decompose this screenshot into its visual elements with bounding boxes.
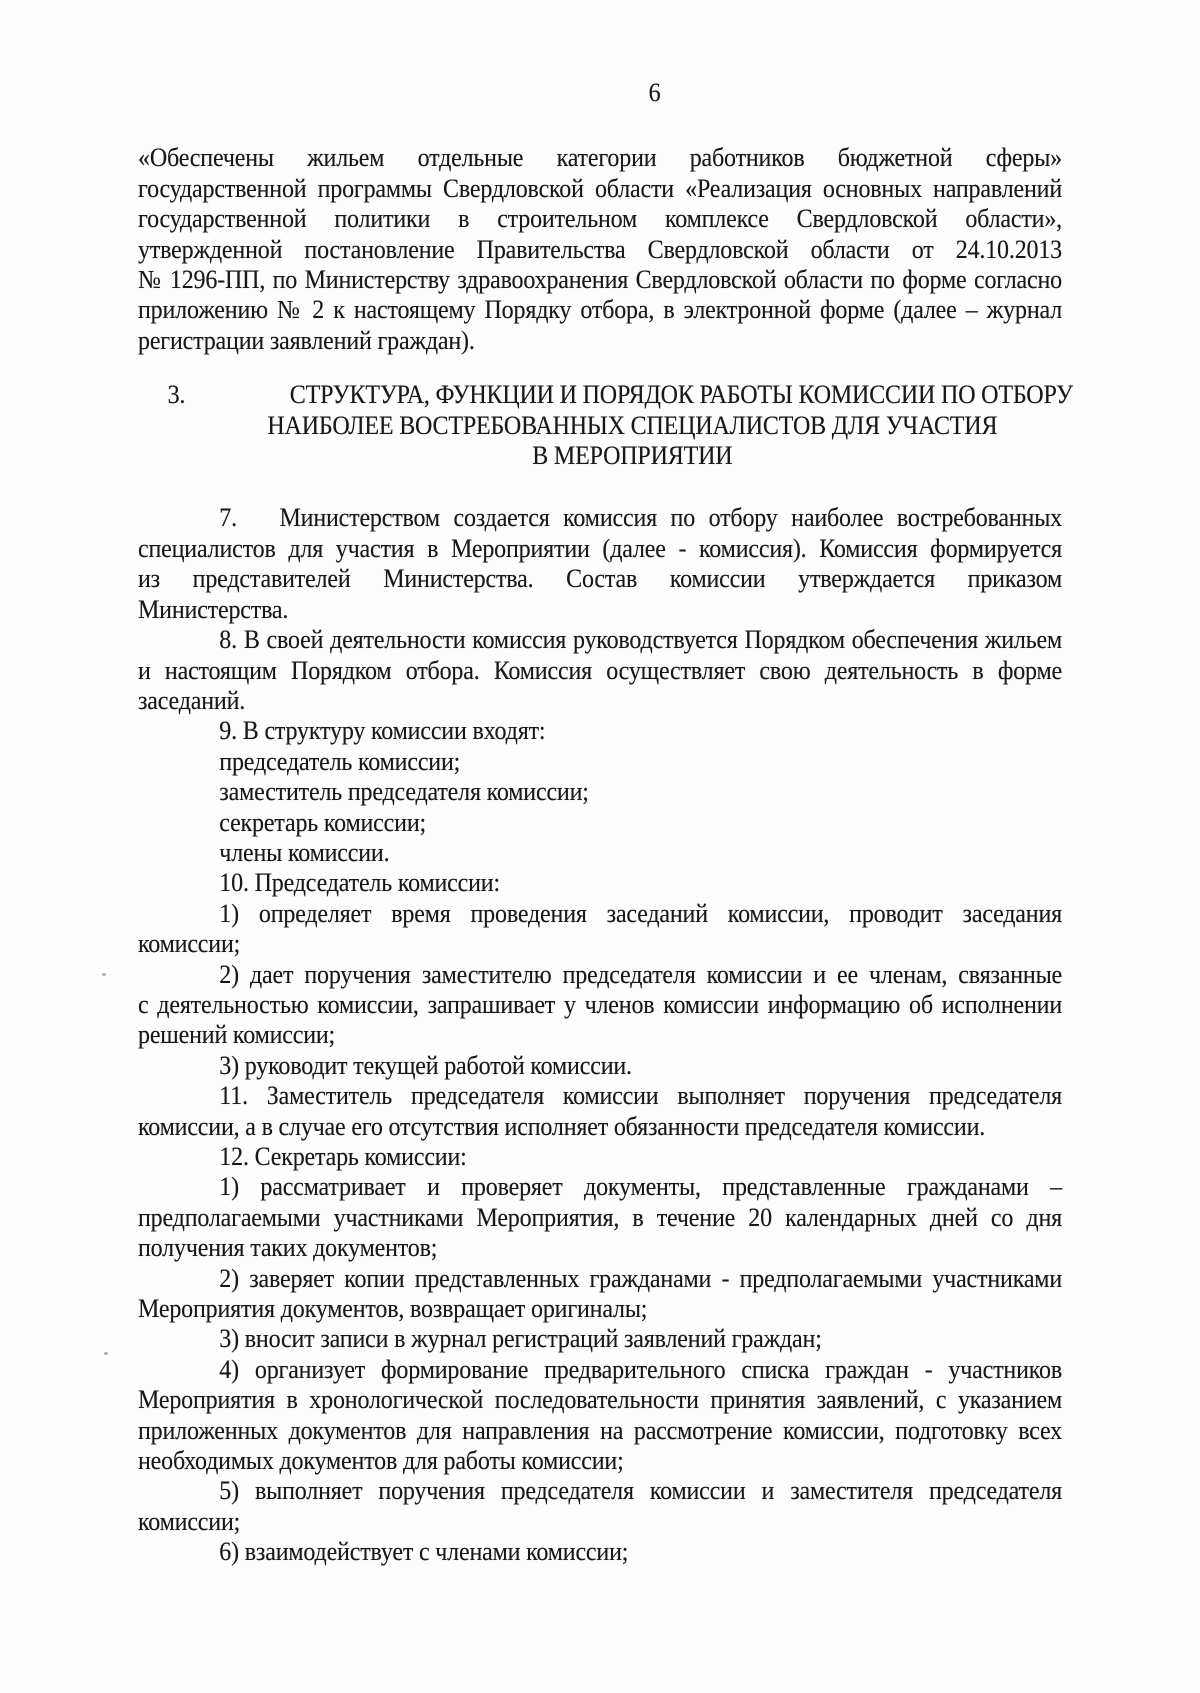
- text-line: 1) определяет время проведения заседаний комиссии, проводит заседания: [219, 898, 1062, 928]
- text-line: специалистов для участия в Мероприятии (далее - комиссия). Комиссия формируется: [138, 533, 1062, 563]
- text-line: 5) выполняет поручения председателя комиссии и заместителя председателя: [219, 1476, 1062, 1506]
- text-line: комиссии;: [138, 1506, 241, 1536]
- text-line: секретарь комиссии;: [219, 807, 426, 837]
- text-line: «Обеспечены жильем отдельные категории работников бюджетной сферы»: [138, 143, 1062, 173]
- text-line: 8. В своей деятельности комиссия руководствуется Порядком обеспечения жильем: [219, 625, 1062, 655]
- text-line: комиссии;: [138, 929, 241, 959]
- text-line: 10. Председатель комиссии:: [219, 868, 500, 898]
- text-line: необходимых документов для работы комиссии;: [138, 1446, 624, 1476]
- para-7: [138, 503, 1062, 625]
- text-line: 2) заверяет копии представленных гражданами - предполагаемыми участниками: [219, 1263, 1062, 1293]
- text-line: № 1296-ПП, по Министерству здравоохранения Свердловской области по форме согласно: [138, 265, 1062, 295]
- text-line: Мероприятия в хронологической последовательности принятия заявлений, с указанием: [138, 1385, 1062, 1415]
- document-body: [138, 78, 1073, 1568]
- text-line: 11. Заместитель председателя комиссии выполняет поручения председателя: [219, 1081, 1062, 1111]
- heading-text: СТРУКТУРА, ФУНКЦИИ И ПОРЯДОК РАБОТЫ КОМИССИИ ПО ОТБОРУ: [289, 380, 1073, 410]
- para-8: [138, 625, 1062, 716]
- text-line: государственной политики в строительном комплексе Свердловской области»,: [138, 204, 1062, 234]
- scan-speck: [102, 973, 106, 976]
- heading-line: [138, 380, 1073, 410]
- text-line: 1) рассматривает и проверяет документы, представленные гражданами –: [219, 1172, 1062, 1202]
- text-line: с деятельностью комиссии, запрашивает у членов комиссии информацию об исполнении: [138, 989, 1062, 1019]
- para-10: [138, 868, 1062, 1081]
- text-line: 3) вносит записи в журнал регистраций заявлений граждан;: [219, 1324, 822, 1354]
- text-line: государственной программы Свердловской области «Реализация основных направлений: [138, 173, 1062, 203]
- paragraph-number: 7.: [219, 503, 237, 533]
- text-line: и настоящим Порядком отбора. Комиссия осуществляет свою деятельность в форме: [138, 655, 1062, 685]
- page-number: 6: [648, 78, 661, 107]
- text-line: регистрации заявлений граждан).: [138, 325, 475, 355]
- text-line: члены комиссии.: [219, 837, 390, 867]
- text-line: председатель комиссии;: [219, 746, 461, 776]
- heading-number: 3.: [167, 380, 186, 410]
- text-line: из представителей Министерства. Состав комиссии утверждается приказом: [138, 564, 1062, 594]
- scan-speck: [104, 1352, 108, 1355]
- section-3-heading: [138, 380, 1073, 471]
- text-line: решений комиссии;: [138, 1020, 336, 1050]
- heading-line: НАИБОЛЕЕ ВОСТРЕБОВАННЫХ СПЕЦИАЛИСТОВ ДЛЯ УЧАСТИЯ: [267, 410, 998, 440]
- para-9: [138, 716, 1062, 868]
- text-line: получения таких документов;: [138, 1233, 438, 1263]
- text-line: 2) дает поручения заместителю председателя комиссии и ее членам, связанные: [219, 959, 1062, 989]
- para-12: [138, 1142, 1062, 1568]
- text-line: 12. Секретарь комиссии:: [219, 1142, 467, 1171]
- text-line: 4) организует формирование предварительного списка граждан - участников: [219, 1354, 1062, 1384]
- para-11: [138, 1081, 1062, 1142]
- text-line: приложенных документов для направления на рассмотрение комиссии, подготовку всех: [138, 1415, 1062, 1445]
- text-line: 7. Министерством создается комиссия по отбору наиболее востребованных: [219, 503, 1062, 533]
- text-line: заместитель председателя комиссии;: [219, 777, 589, 807]
- text-line: комиссии, а в случае его отсутствия исполняет обязанности председателя комиссии.: [138, 1111, 986, 1141]
- text-line: 9. В структуру комиссии входят:: [219, 716, 546, 746]
- text-line: 6) взаимодействует с членами комиссии;: [219, 1537, 629, 1567]
- text-line: Министерства.: [138, 594, 289, 624]
- text-line: 3) руководит текущей работой комиссии.: [219, 1050, 632, 1080]
- text-line: заседаний.: [138, 685, 246, 715]
- text-line: утвержденной постановление Правительства Свердловской области от 24.10.2013: [138, 234, 1062, 264]
- text-line: предполагаемыми участниками Мероприятия, в течение 20 календарных дней со дня: [138, 1202, 1062, 1232]
- text-line: Мероприятия документов, возвращает оригиналы;: [138, 1294, 648, 1324]
- heading-line: В МЕРОПРИЯТИИ: [532, 441, 733, 471]
- text-line: приложению № 2 к настоящему Порядку отбора, в электронной форме (далее – журнал: [138, 295, 1062, 325]
- para-intro: [138, 143, 1062, 356]
